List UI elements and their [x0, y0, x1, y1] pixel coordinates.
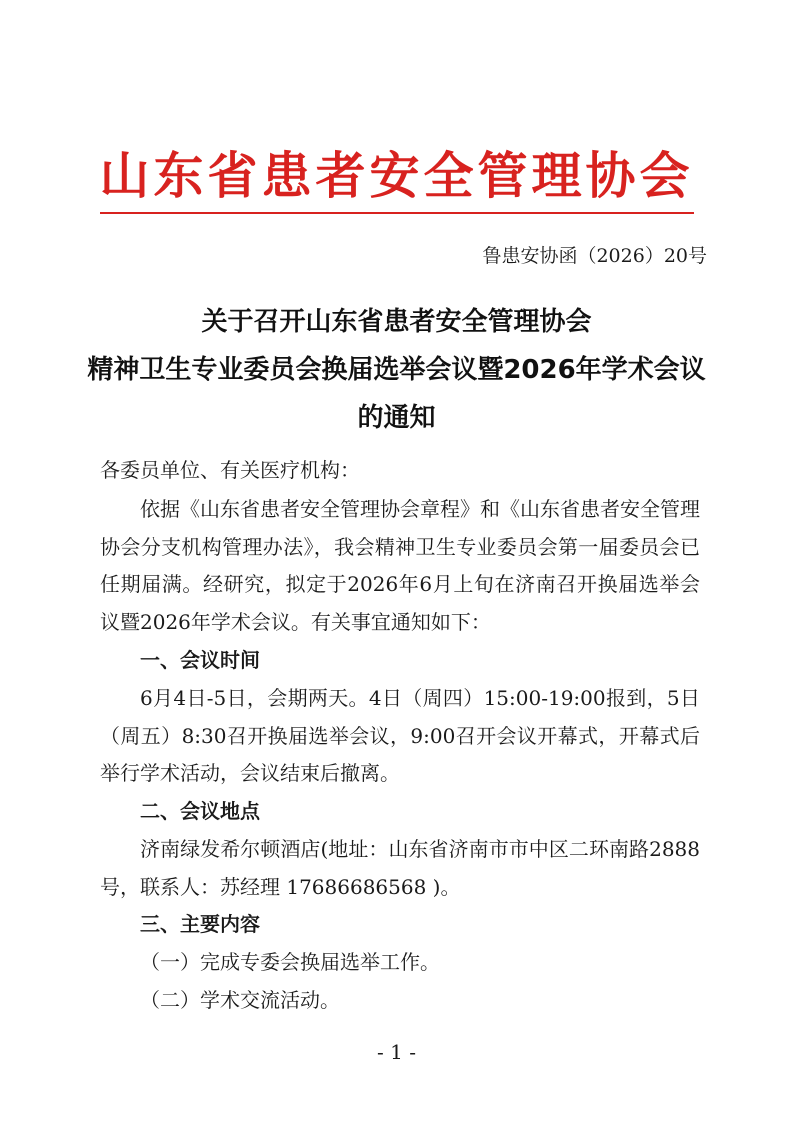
section-2-heading: 二、会议地点 [140, 799, 260, 823]
notice-title-line-3: 的通知 [357, 403, 436, 433]
section-2-text: 济南绿发希尔顿酒店(地址：山东省济南市市中区二环南路2888号，联系人：苏经理 17686686568 )。 [100, 837, 700, 899]
notice-title-line-2: 精神卫生专业委员会换届选举会议暨2026年学术会议 [87, 355, 706, 385]
section-1-heading: 一、会议时间 [140, 648, 260, 672]
notice-title-line-1: 关于召开山东省患者安全管理协会 [201, 307, 592, 337]
section-3-item-1: （一）完成专委会换届选举工作。 [140, 950, 440, 974]
salutation: 各委员单位、有关医疗机构： [100, 458, 360, 482]
document-number: 鲁患安协函（2026）20号 [482, 245, 707, 267]
section-3-item-2: （二）学术交流活动。 [140, 988, 340, 1012]
section-1-text: 6月4日-5日，会期两天。4日（周四）15:00-19:00报到，5日（周五）8:30召开换届选举会议，9:00召开会议开幕式，开幕式后举行学术活动，会议结束后撤离。 [100, 686, 700, 785]
header-divider [100, 212, 694, 214]
page-number: - 1 - [377, 1040, 416, 1064]
organization-name: 山东省患者安全管理协会 [99, 146, 694, 205]
intro-paragraph: 依据《山东省患者安全管理协会章程》和《山东省患者安全管理协会分支机构管理办法》，我会精神卫生专业委员会第一届委员会已任期届满。经研究，拟定于2026年6月上旬在济南召开换届选举会议暨2026年学术会议。有关事宜通知如下： [100, 497, 700, 634]
section-3-heading: 三、主要内容 [140, 912, 260, 936]
